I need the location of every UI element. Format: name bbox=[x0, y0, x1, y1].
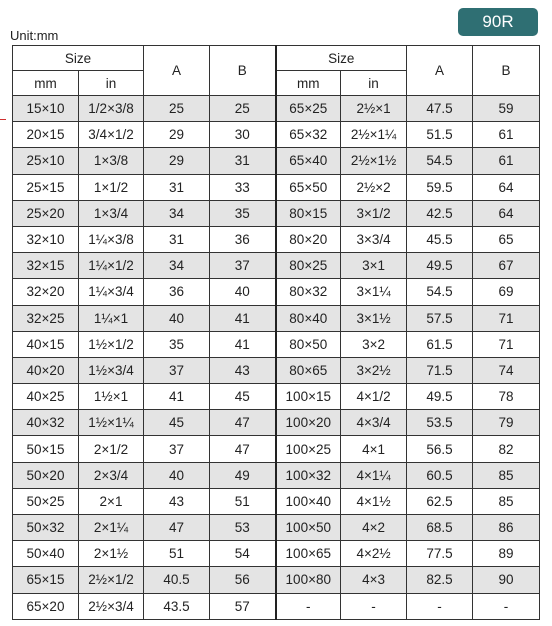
size-in-cell: 2½×1½ bbox=[341, 148, 407, 174]
b-cell: 47 bbox=[210, 410, 276, 436]
table-row bbox=[13, 253, 540, 279]
size-mm-cell: 25×15 bbox=[13, 174, 79, 200]
b-cell: 47 bbox=[210, 436, 276, 462]
table-row bbox=[13, 541, 540, 567]
size-in-cell: 3×1/2 bbox=[341, 200, 407, 226]
size-mm-cell: 25×10 bbox=[13, 148, 79, 174]
in-header-right: in bbox=[341, 71, 407, 96]
table-row bbox=[13, 410, 540, 436]
size-in-cell: 1½×1/2 bbox=[79, 331, 144, 357]
table-row bbox=[13, 148, 540, 174]
b-cell: 41 bbox=[210, 305, 276, 331]
size-mm-cell: 40×25 bbox=[13, 384, 79, 410]
size-in-cell: - bbox=[341, 593, 407, 619]
b-cell: 82 bbox=[473, 436, 540, 462]
table-row bbox=[13, 174, 540, 200]
b-cell: 25 bbox=[210, 96, 276, 122]
b-cell: 37 bbox=[210, 253, 276, 279]
in-header-left: in bbox=[79, 71, 144, 96]
b-cell: 64 bbox=[473, 200, 540, 226]
b-cell: 31 bbox=[210, 148, 276, 174]
dimension-table bbox=[12, 45, 540, 620]
a-cell: 71.5 bbox=[407, 357, 473, 383]
size-in-cell: 4×1 bbox=[341, 436, 407, 462]
size-in-cell: 2×1 bbox=[79, 488, 144, 514]
a-cell: 43 bbox=[144, 488, 210, 514]
table-row bbox=[13, 384, 540, 410]
table-row bbox=[13, 567, 540, 593]
size-in-cell: 3×2 bbox=[341, 331, 407, 357]
a-cell: 31 bbox=[144, 174, 210, 200]
size-in-cell: 1¼×3/8 bbox=[79, 226, 144, 252]
size-in-cell: 2½×1 bbox=[341, 96, 407, 122]
a-cell: 40 bbox=[144, 305, 210, 331]
table-row bbox=[13, 200, 540, 226]
size-mm-cell: 80×50 bbox=[276, 331, 341, 357]
a-cell: 60.5 bbox=[407, 462, 473, 488]
size-mm-cell: 50×20 bbox=[13, 462, 79, 488]
table-row bbox=[13, 593, 540, 619]
size-header-left: Size bbox=[13, 46, 144, 71]
mm-header-left: mm bbox=[13, 71, 79, 96]
b-cell: 56 bbox=[210, 567, 276, 593]
table-row bbox=[13, 96, 540, 122]
size-in-cell: 2×1/2 bbox=[79, 436, 144, 462]
a-cell: 34 bbox=[144, 253, 210, 279]
size-in-cell: 2½×2 bbox=[341, 174, 407, 200]
margin-mark bbox=[0, 119, 6, 120]
size-in-cell: 1×3/4 bbox=[79, 200, 144, 226]
b-cell: 67 bbox=[473, 253, 540, 279]
size-mm-cell: 15×10 bbox=[13, 96, 79, 122]
size-mm-cell: 80×65 bbox=[276, 357, 341, 383]
size-in-cell: 4×1¼ bbox=[341, 462, 407, 488]
b-cell: 40 bbox=[210, 279, 276, 305]
b-cell: 41 bbox=[210, 331, 276, 357]
b-cell: 45 bbox=[210, 384, 276, 410]
table-row bbox=[13, 515, 540, 541]
b-cell: 53 bbox=[210, 515, 276, 541]
size-in-cell: 1½×1 bbox=[79, 384, 144, 410]
size-mm-cell: 100×20 bbox=[276, 410, 341, 436]
a-cell: 29 bbox=[144, 148, 210, 174]
a-cell: 54.5 bbox=[407, 148, 473, 174]
a-cell: 47 bbox=[144, 515, 210, 541]
table-body bbox=[13, 96, 540, 620]
size-mm-cell: 100×80 bbox=[276, 567, 341, 593]
size-mm-cell: 32×25 bbox=[13, 305, 79, 331]
size-in-cell: 4×2 bbox=[341, 515, 407, 541]
b-cell: 78 bbox=[473, 384, 540, 410]
b-cell: - bbox=[473, 593, 540, 619]
b-header-right: B bbox=[473, 46, 540, 96]
a-cell: 61.5 bbox=[407, 331, 473, 357]
b-cell: 85 bbox=[473, 462, 540, 488]
size-mm-cell: 20×15 bbox=[13, 122, 79, 148]
size-mm-cell: 50×32 bbox=[13, 515, 79, 541]
a-cell: 25 bbox=[144, 96, 210, 122]
size-mm-cell: 40×32 bbox=[13, 410, 79, 436]
b-cell: 86 bbox=[473, 515, 540, 541]
a-cell: 36 bbox=[144, 279, 210, 305]
b-cell: 65 bbox=[473, 226, 540, 252]
size-mm-cell: 40×20 bbox=[13, 357, 79, 383]
size-mm-cell: 32×20 bbox=[13, 279, 79, 305]
a-cell: 37 bbox=[144, 436, 210, 462]
a-cell: 42.5 bbox=[407, 200, 473, 226]
size-in-cell: 3×1 bbox=[341, 253, 407, 279]
size-mm-cell: 100×65 bbox=[276, 541, 341, 567]
b-cell: 74 bbox=[473, 357, 540, 383]
table-row bbox=[13, 122, 540, 148]
a-cell: 56.5 bbox=[407, 436, 473, 462]
size-mm-cell: 32×15 bbox=[13, 253, 79, 279]
a-cell: 31 bbox=[144, 226, 210, 252]
size-in-cell: 1×1/2 bbox=[79, 174, 144, 200]
size-mm-cell: 65×15 bbox=[13, 567, 79, 593]
size-mm-cell: 65×50 bbox=[276, 174, 341, 200]
size-mm-cell: 65×40 bbox=[276, 148, 341, 174]
size-mm-cell: 50×40 bbox=[13, 541, 79, 567]
a-cell: 49.5 bbox=[407, 384, 473, 410]
a-cell: 49.5 bbox=[407, 253, 473, 279]
size-mm-cell: 80×20 bbox=[276, 226, 341, 252]
size-in-cell: 4×2½ bbox=[341, 541, 407, 567]
a-cell: 40 bbox=[144, 462, 210, 488]
mm-header-right: mm bbox=[276, 71, 341, 96]
size-in-cell: 1½×3/4 bbox=[79, 357, 144, 383]
size-mm-cell: 50×25 bbox=[13, 488, 79, 514]
b-cell: 89 bbox=[473, 541, 540, 567]
b-cell: 59 bbox=[473, 96, 540, 122]
b-cell: 51 bbox=[210, 488, 276, 514]
b-cell: 71 bbox=[473, 331, 540, 357]
a-cell: 47.5 bbox=[407, 96, 473, 122]
size-mm-cell: 50×15 bbox=[13, 436, 79, 462]
size-in-cell: 3/4×1/2 bbox=[79, 122, 144, 148]
size-in-cell: 2×1½ bbox=[79, 541, 144, 567]
size-in-cell: 1½×1¼ bbox=[79, 410, 144, 436]
size-in-cell: 2½×3/4 bbox=[79, 593, 144, 619]
unit-label: Unit:mm bbox=[10, 28, 59, 43]
a-cell: 29 bbox=[144, 122, 210, 148]
b-cell: 35 bbox=[210, 200, 276, 226]
b-cell: 54 bbox=[210, 541, 276, 567]
table-row bbox=[13, 436, 540, 462]
b-cell: 30 bbox=[210, 122, 276, 148]
size-mm-cell: 32×10 bbox=[13, 226, 79, 252]
size-in-cell: 4×3 bbox=[341, 567, 407, 593]
size-in-cell: 1¼×1/2 bbox=[79, 253, 144, 279]
size-in-cell: 2×1¼ bbox=[79, 515, 144, 541]
table-row bbox=[13, 226, 540, 252]
b-cell: 33 bbox=[210, 174, 276, 200]
a-cell: 54.5 bbox=[407, 279, 473, 305]
b-cell: 64 bbox=[473, 174, 540, 200]
size-mm-cell: 100×32 bbox=[276, 462, 341, 488]
size-in-cell: 1/2×3/8 bbox=[79, 96, 144, 122]
size-in-cell: 4×3/4 bbox=[341, 410, 407, 436]
size-in-cell: 2½×1/2 bbox=[79, 567, 144, 593]
a-cell: 82.5 bbox=[407, 567, 473, 593]
size-in-cell: 3×1½ bbox=[341, 305, 407, 331]
b-cell: 43 bbox=[210, 357, 276, 383]
size-mm-cell: 80×32 bbox=[276, 279, 341, 305]
a-cell: 57.5 bbox=[407, 305, 473, 331]
size-mm-cell: 65×32 bbox=[276, 122, 341, 148]
table-row bbox=[13, 331, 540, 357]
size-mm-cell: 100×40 bbox=[276, 488, 341, 514]
b-cell: 61 bbox=[473, 148, 540, 174]
size-mm-cell: 80×25 bbox=[276, 253, 341, 279]
b-cell: 61 bbox=[473, 122, 540, 148]
b-cell: 90 bbox=[473, 567, 540, 593]
a-cell: - bbox=[407, 593, 473, 619]
table-row bbox=[13, 357, 540, 383]
size-in-cell: 3×1¼ bbox=[341, 279, 407, 305]
size-mm-cell: 80×40 bbox=[276, 305, 341, 331]
size-mm-cell: 100×15 bbox=[276, 384, 341, 410]
size-mm-cell: 40×15 bbox=[13, 331, 79, 357]
b-cell: 71 bbox=[473, 305, 540, 331]
a-cell: 34 bbox=[144, 200, 210, 226]
a-cell: 40.5 bbox=[144, 567, 210, 593]
size-in-cell: 2×3/4 bbox=[79, 462, 144, 488]
b-header-left: B bbox=[210, 46, 276, 96]
size-mm-cell: 65×20 bbox=[13, 593, 79, 619]
size-in-cell: 3×2½ bbox=[341, 357, 407, 383]
size-header-right: Size bbox=[276, 46, 407, 71]
a-cell: 51.5 bbox=[407, 122, 473, 148]
size-in-cell: 4×1½ bbox=[341, 488, 407, 514]
table-row bbox=[13, 279, 540, 305]
size-mm-cell: 80×15 bbox=[276, 200, 341, 226]
size-in-cell: 2½×1¼ bbox=[341, 122, 407, 148]
table-row bbox=[13, 488, 540, 514]
a-cell: 35 bbox=[144, 331, 210, 357]
a-header-left: A bbox=[144, 46, 210, 96]
b-cell: 85 bbox=[473, 488, 540, 514]
size-mm-cell: 65×25 bbox=[276, 96, 341, 122]
size-mm-cell: - bbox=[276, 593, 341, 619]
size-in-cell: 1×3/8 bbox=[79, 148, 144, 174]
a-cell: 45.5 bbox=[407, 226, 473, 252]
a-cell: 43.5 bbox=[144, 593, 210, 619]
a-cell: 77.5 bbox=[407, 541, 473, 567]
b-cell: 36 bbox=[210, 226, 276, 252]
b-cell: 79 bbox=[473, 410, 540, 436]
a-cell: 45 bbox=[144, 410, 210, 436]
a-cell: 53.5 bbox=[407, 410, 473, 436]
size-in-cell: 1¼×3/4 bbox=[79, 279, 144, 305]
a-cell: 41 bbox=[144, 384, 210, 410]
b-cell: 49 bbox=[210, 462, 276, 488]
a-cell: 37 bbox=[144, 357, 210, 383]
table-row bbox=[13, 462, 540, 488]
b-cell: 69 bbox=[473, 279, 540, 305]
size-in-cell: 4×1/2 bbox=[341, 384, 407, 410]
size-mm-cell: 100×25 bbox=[276, 436, 341, 462]
size-in-cell: 3×3/4 bbox=[341, 226, 407, 252]
a-cell: 62.5 bbox=[407, 488, 473, 514]
a-cell: 59.5 bbox=[407, 174, 473, 200]
a-cell: 68.5 bbox=[407, 515, 473, 541]
a-cell: 51 bbox=[144, 541, 210, 567]
size-in-cell: 1¼×1 bbox=[79, 305, 144, 331]
a-header-right: A bbox=[407, 46, 473, 96]
b-cell: 57 bbox=[210, 593, 276, 619]
size-mm-cell: 25×20 bbox=[13, 200, 79, 226]
table-row bbox=[13, 305, 540, 331]
model-badge: 90R bbox=[458, 8, 538, 36]
size-mm-cell: 100×50 bbox=[276, 515, 341, 541]
